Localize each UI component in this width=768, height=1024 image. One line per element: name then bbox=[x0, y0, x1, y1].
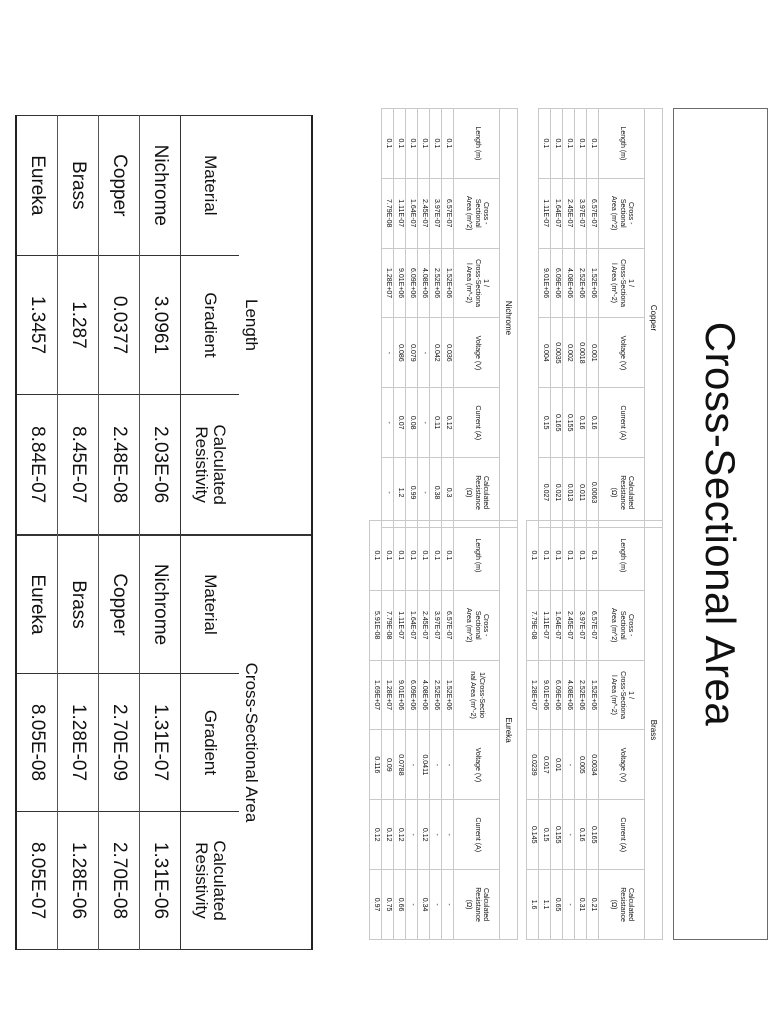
area-cell: 6.57E-07 bbox=[442, 590, 454, 660]
inverse-area-cell: 6.09E+06 bbox=[406, 660, 418, 730]
inverse-area-cell: 1.69E+07 bbox=[370, 660, 382, 730]
resistance-cell: - bbox=[442, 870, 454, 940]
length-cell: 0.1 bbox=[575, 521, 587, 591]
resistance-cell: 0.3 bbox=[442, 458, 454, 528]
voltage-cell: 0.002 bbox=[563, 318, 575, 388]
resistance-cell: 0.0063 bbox=[587, 458, 599, 528]
gradient-cell: 0.0377 bbox=[99, 255, 140, 395]
copper-rows bbox=[539, 109, 599, 528]
table-row bbox=[430, 109, 442, 528]
area-cell: 6.57E-07 bbox=[587, 590, 599, 660]
table-row bbox=[406, 109, 418, 528]
length-cell: 0.1 bbox=[539, 109, 551, 179]
col-voltage: Voltage (V) bbox=[599, 730, 645, 800]
table-row bbox=[58, 116, 99, 535]
voltage-cell: - bbox=[406, 730, 418, 800]
current-cell: 0.12 bbox=[370, 800, 382, 870]
col-length: Length (m) bbox=[454, 109, 500, 179]
col-cross-sectional-area: Cross - Sectional Area (m^2) bbox=[454, 178, 500, 248]
length-cell: 0.1 bbox=[442, 521, 454, 591]
current-cell: 0.11 bbox=[430, 388, 442, 458]
voltage-cell: 0.0034 bbox=[587, 730, 599, 800]
material-cell: Copper bbox=[99, 116, 140, 256]
area-cell: 2.45E-07 bbox=[563, 178, 575, 248]
header-gradient: Gradient bbox=[181, 255, 240, 395]
current-cell: 0.155 bbox=[551, 800, 563, 870]
table-row bbox=[370, 521, 382, 940]
resistance-cell: 0.38 bbox=[430, 458, 442, 528]
area-cell: 7.79E-08 bbox=[382, 590, 394, 660]
table-row bbox=[394, 521, 406, 940]
area-cell: 1.11E-07 bbox=[539, 178, 551, 248]
area-cell: 1.64E-07 bbox=[406, 590, 418, 660]
inverse-area-cell: 1.52E+06 bbox=[587, 660, 599, 730]
resistance-cell: - bbox=[418, 458, 430, 528]
length-table-title: Length bbox=[239, 116, 312, 535]
gradient-cell: 1.28E-07 bbox=[58, 674, 99, 812]
voltage-cell: 0.116 bbox=[370, 730, 382, 800]
brass-rows bbox=[527, 521, 599, 940]
resistivity-cell: 8.05E-07 bbox=[16, 812, 58, 950]
material-cell: Brass bbox=[58, 116, 99, 256]
col-current: Current (A) bbox=[454, 800, 500, 870]
panel-title: Copper bbox=[645, 108, 663, 528]
table-row bbox=[140, 536, 181, 950]
area-cell: 3.97E-07 bbox=[430, 590, 442, 660]
resistance-cell: - bbox=[563, 870, 575, 940]
length-cell: 0.1 bbox=[406, 109, 418, 179]
area-cell: 3.97E-07 bbox=[430, 178, 442, 248]
copper-data-table bbox=[538, 108, 645, 528]
length-cell: 0.1 bbox=[551, 521, 563, 591]
current-cell: 0.12 bbox=[382, 800, 394, 870]
resistance-cell: 1.1 bbox=[539, 870, 551, 940]
brass-data-table bbox=[526, 520, 645, 940]
voltage-cell: 0.079 bbox=[406, 318, 418, 388]
eureka-data-panel bbox=[369, 520, 518, 940]
length-cell: 0.1 bbox=[539, 521, 551, 591]
voltage-cell: 0.001 bbox=[587, 318, 599, 388]
current-cell: 0.145 bbox=[527, 800, 539, 870]
eureka-rows bbox=[370, 521, 454, 940]
col-resistance: Calculated Resistance (Ω) bbox=[599, 870, 645, 940]
nichrome-data-table bbox=[381, 108, 500, 528]
inverse-area-cell: 1.52E+06 bbox=[442, 660, 454, 730]
current-cell: 0.15 bbox=[539, 388, 551, 458]
resistivity-cell: 1.28E-06 bbox=[58, 812, 99, 950]
table-row bbox=[382, 521, 394, 940]
col-inverse-area: 1 / Cross-Sectiona l Area (m^-2) bbox=[599, 248, 645, 318]
length-cell: 0.1 bbox=[406, 521, 418, 591]
current-cell: 0.165 bbox=[551, 388, 563, 458]
area-cell: 2.45E-07 bbox=[418, 590, 430, 660]
col-current: Current (A) bbox=[454, 388, 500, 458]
table-row bbox=[442, 521, 454, 940]
col-length: Length (m) bbox=[599, 109, 645, 179]
table-row bbox=[587, 521, 599, 940]
nichrome-rows bbox=[382, 109, 454, 528]
area-cell: 7.79E-08 bbox=[527, 590, 539, 660]
table-row bbox=[575, 521, 587, 940]
area-cell: 6.57E-07 bbox=[587, 178, 599, 248]
current-cell: 0.12 bbox=[442, 388, 454, 458]
length-cell: 0.1 bbox=[563, 109, 575, 179]
col-cross-sectional-area: Cross - Sectional Area (m^2) bbox=[599, 590, 645, 660]
material-cell: Eureka bbox=[16, 116, 58, 256]
voltage-cell: 0.005 bbox=[575, 730, 587, 800]
header-resistivity: Calculated Resistivity bbox=[181, 812, 240, 950]
col-resistance: Calculated Resistance (Ω) bbox=[454, 458, 500, 528]
table-row bbox=[587, 109, 599, 528]
table-row bbox=[563, 109, 575, 528]
table-row bbox=[58, 536, 99, 950]
title-banner bbox=[673, 108, 768, 940]
length-cell: 0.1 bbox=[382, 521, 394, 591]
page-title: Cross-Sectional Area bbox=[697, 321, 745, 727]
table-row bbox=[140, 116, 181, 535]
gradient-cell: 3.0961 bbox=[140, 255, 181, 395]
area-cell: 2.45E-07 bbox=[563, 590, 575, 660]
table-row bbox=[418, 109, 430, 528]
length-cell: 0.1 bbox=[527, 521, 539, 591]
inverse-area-cell: 2.52E+06 bbox=[575, 660, 587, 730]
csa-table-title: Cross-Sectional Area bbox=[239, 536, 312, 950]
resistivity-cell: 2.03E-06 bbox=[140, 395, 181, 535]
table-row bbox=[442, 109, 454, 528]
col-voltage: Voltage (V) bbox=[599, 318, 645, 388]
current-cell: - bbox=[406, 800, 418, 870]
voltage-cell: 0.0035 bbox=[551, 318, 563, 388]
length-cell: 0.1 bbox=[551, 109, 563, 179]
voltage-cell: 0.01 bbox=[551, 730, 563, 800]
col-cross-sectional-area: Cross - Sectional Area (m^2) bbox=[599, 178, 645, 248]
brass-data-panel bbox=[526, 520, 663, 940]
voltage-cell: 0.0239 bbox=[527, 730, 539, 800]
table-row bbox=[382, 109, 394, 528]
resistance-cell: 0.011 bbox=[575, 458, 587, 528]
length-cell: 0.1 bbox=[587, 109, 599, 179]
col-current: Current (A) bbox=[599, 800, 645, 870]
panel-title: Eureka bbox=[500, 520, 518, 940]
gradient-cell: 1.3457 bbox=[16, 255, 58, 395]
col-length: Length (m) bbox=[599, 521, 645, 591]
gradient-cell: 1.287 bbox=[58, 255, 99, 395]
resistance-cell: 0.75 bbox=[382, 870, 394, 940]
inverse-area-cell: 4.08E+06 bbox=[563, 248, 575, 318]
col-voltage: Voltage (V) bbox=[454, 318, 500, 388]
col-resistance: Calculated Resistance (Ω) bbox=[599, 458, 645, 528]
table-row bbox=[406, 521, 418, 940]
length-cell: 0.1 bbox=[442, 109, 454, 179]
current-cell: - bbox=[430, 800, 442, 870]
length-cell: 0.1 bbox=[418, 521, 430, 591]
header-gradient: Gradient bbox=[181, 674, 240, 812]
length-cell: 0.1 bbox=[430, 109, 442, 179]
col-voltage: Voltage (V) bbox=[454, 730, 500, 800]
panel-title: Nichrome bbox=[500, 108, 518, 528]
current-cell: 0.15 bbox=[539, 800, 551, 870]
header-material: Material bbox=[181, 536, 240, 674]
copper-data-panel bbox=[538, 108, 663, 528]
area-cell: 6.57E-07 bbox=[442, 178, 454, 248]
resistance-cell: - bbox=[430, 870, 442, 940]
voltage-cell: 0.0411 bbox=[418, 730, 430, 800]
voltage-cell: - bbox=[563, 730, 575, 800]
resistance-cell: - bbox=[406, 870, 418, 940]
table-row bbox=[99, 536, 140, 950]
table-row bbox=[394, 109, 406, 528]
current-cell: 0.07 bbox=[394, 388, 406, 458]
current-cell: 0.12 bbox=[418, 800, 430, 870]
current-cell: 0.155 bbox=[563, 388, 575, 458]
voltage-cell: - bbox=[442, 730, 454, 800]
area-cell: 1.64E-07 bbox=[406, 178, 418, 248]
resistance-cell: 0.97 bbox=[370, 870, 382, 940]
voltage-cell: 0.086 bbox=[394, 318, 406, 388]
inverse-area-cell: 6.09E+06 bbox=[551, 660, 563, 730]
table-row bbox=[563, 521, 575, 940]
inverse-area-cell: 4.08E+06 bbox=[418, 248, 430, 318]
area-cell: 1.11E-07 bbox=[539, 590, 551, 660]
panel-title: Brass bbox=[645, 520, 663, 940]
material-cell: Nichrome bbox=[140, 116, 181, 256]
voltage-cell: 0.004 bbox=[539, 318, 551, 388]
length-cell: 0.1 bbox=[382, 109, 394, 179]
current-cell: - bbox=[382, 388, 394, 458]
area-cell: 5.91E-08 bbox=[370, 590, 382, 660]
resistivity-cell: 2.70E-08 bbox=[99, 812, 140, 950]
voltage-cell: 0.042 bbox=[430, 318, 442, 388]
col-inverse-area: 1 / Cross-Sectiona l Area (m^-2) bbox=[599, 660, 645, 730]
voltage-cell: 0.0788 bbox=[394, 730, 406, 800]
current-cell: 0.16 bbox=[587, 388, 599, 458]
resistivity-cell: 8.84E-07 bbox=[16, 395, 58, 535]
cross-sectional-area-summary-table bbox=[15, 535, 313, 950]
resistance-cell: 0.66 bbox=[394, 870, 406, 940]
table-row bbox=[99, 116, 140, 535]
resistance-cell: - bbox=[382, 458, 394, 528]
current-cell: - bbox=[418, 388, 430, 458]
current-cell: - bbox=[442, 800, 454, 870]
material-cell: Nichrome bbox=[140, 536, 181, 674]
table-row bbox=[527, 521, 539, 940]
area-cell: 1.11E-07 bbox=[394, 590, 406, 660]
inverse-area-cell: 9.01E+06 bbox=[539, 248, 551, 318]
col-inverse-area: 1 / Cross-Sectiona l Area (m^-2) bbox=[454, 248, 500, 318]
resistance-cell: 0.21 bbox=[587, 870, 599, 940]
inverse-area-cell: 6.09E+06 bbox=[406, 248, 418, 318]
current-cell: 0.16 bbox=[575, 800, 587, 870]
inverse-area-cell: 1.28E+07 bbox=[382, 248, 394, 318]
inverse-area-cell: 9.01E+06 bbox=[394, 660, 406, 730]
header-resistivity: Calculated Resistivity bbox=[181, 395, 240, 535]
voltage-cell: 0.09 bbox=[382, 730, 394, 800]
area-cell: 1.64E-07 bbox=[551, 590, 563, 660]
gradient-cell: 2.70E-09 bbox=[99, 674, 140, 812]
inverse-area-cell: 2.52E+06 bbox=[430, 248, 442, 318]
table-row bbox=[539, 521, 551, 940]
table-row bbox=[16, 536, 58, 950]
voltage-cell: - bbox=[382, 318, 394, 388]
resistivity-cell: 8.45E-07 bbox=[58, 395, 99, 535]
inverse-area-cell: 4.08E+06 bbox=[418, 660, 430, 730]
voltage-cell: 0.0018 bbox=[575, 318, 587, 388]
table-row bbox=[575, 109, 587, 528]
resistance-cell: 0.021 bbox=[551, 458, 563, 528]
length-cell: 0.1 bbox=[430, 521, 442, 591]
resistance-cell: 0.013 bbox=[563, 458, 575, 528]
length-cell: 0.1 bbox=[394, 521, 406, 591]
area-cell: 1.11E-07 bbox=[394, 178, 406, 248]
table-row bbox=[539, 109, 551, 528]
area-cell: 7.79E-08 bbox=[382, 178, 394, 248]
length-cell: 0.1 bbox=[418, 109, 430, 179]
table-row bbox=[430, 521, 442, 940]
length-summary-table bbox=[15, 115, 313, 535]
current-cell: 0.165 bbox=[587, 800, 599, 870]
table-row bbox=[551, 521, 563, 940]
nichrome-data-panel bbox=[381, 108, 518, 528]
material-cell: Brass bbox=[58, 536, 99, 674]
current-cell: 0.12 bbox=[394, 800, 406, 870]
inverse-area-cell: 9.01E+06 bbox=[394, 248, 406, 318]
inverse-area-cell: 1.28E+07 bbox=[527, 660, 539, 730]
inverse-area-cell: 1.52E+06 bbox=[442, 248, 454, 318]
current-cell: - bbox=[563, 800, 575, 870]
voltage-cell: 0.036 bbox=[442, 318, 454, 388]
length-cell: 0.1 bbox=[587, 521, 599, 591]
inverse-area-cell: 4.08E+06 bbox=[563, 660, 575, 730]
current-cell: 0.08 bbox=[406, 388, 418, 458]
col-resistance: Calculated Resistance (Ω) bbox=[454, 870, 500, 940]
area-cell: 1.64E-07 bbox=[551, 178, 563, 248]
inverse-area-cell: 9.01E+06 bbox=[539, 660, 551, 730]
length-cell: 0.1 bbox=[563, 521, 575, 591]
col-current: Current (A) bbox=[599, 388, 645, 458]
inverse-area-cell: 6.09E+06 bbox=[551, 248, 563, 318]
eureka-data-table bbox=[369, 520, 500, 940]
col-length: Length (m) bbox=[454, 521, 500, 591]
resistance-cell: 1.6 bbox=[527, 870, 539, 940]
inverse-area-cell: 1.28E+07 bbox=[382, 660, 394, 730]
inverse-area-cell: 2.52E+06 bbox=[575, 248, 587, 318]
resistivity-cell: 2.48E-08 bbox=[99, 395, 140, 535]
length-cell: 0.1 bbox=[575, 109, 587, 179]
current-cell: 0.16 bbox=[575, 388, 587, 458]
col-inverse-area: 1/Cross-Sectio nal Area (m^-2) bbox=[454, 660, 500, 730]
area-cell: 3.97E-07 bbox=[575, 590, 587, 660]
material-cell: Copper bbox=[99, 536, 140, 674]
table-row bbox=[16, 116, 58, 535]
header-material: Material bbox=[181, 116, 240, 256]
resistance-cell: 1.2 bbox=[394, 458, 406, 528]
length-cell: 0.1 bbox=[370, 521, 382, 591]
gradient-cell: 1.31E-07 bbox=[140, 674, 181, 812]
col-cross-sectional-area: Cross - Sectional Area (m^2) bbox=[454, 590, 500, 660]
resistance-cell: 0.31 bbox=[575, 870, 587, 940]
voltage-cell: - bbox=[430, 730, 442, 800]
table-row bbox=[418, 521, 430, 940]
resistance-cell: 0.027 bbox=[539, 458, 551, 528]
voltage-cell: 0.017 bbox=[539, 730, 551, 800]
area-cell: 3.97E-07 bbox=[575, 178, 587, 248]
resistance-cell: 0.65 bbox=[551, 870, 563, 940]
inverse-area-cell: 1.52E+06 bbox=[587, 248, 599, 318]
voltage-cell: - bbox=[418, 318, 430, 388]
resistance-cell: 0.99 bbox=[406, 458, 418, 528]
material-cell: Eureka bbox=[16, 536, 58, 674]
inverse-area-cell: 2.52E+06 bbox=[430, 660, 442, 730]
length-cell: 0.1 bbox=[394, 109, 406, 179]
gradient-cell: 8.05E-08 bbox=[16, 674, 58, 812]
resistivity-cell: 1.31E-06 bbox=[140, 812, 181, 950]
area-cell: 2.45E-07 bbox=[418, 178, 430, 248]
table-row bbox=[551, 109, 563, 528]
resistance-cell: 0.34 bbox=[418, 870, 430, 940]
